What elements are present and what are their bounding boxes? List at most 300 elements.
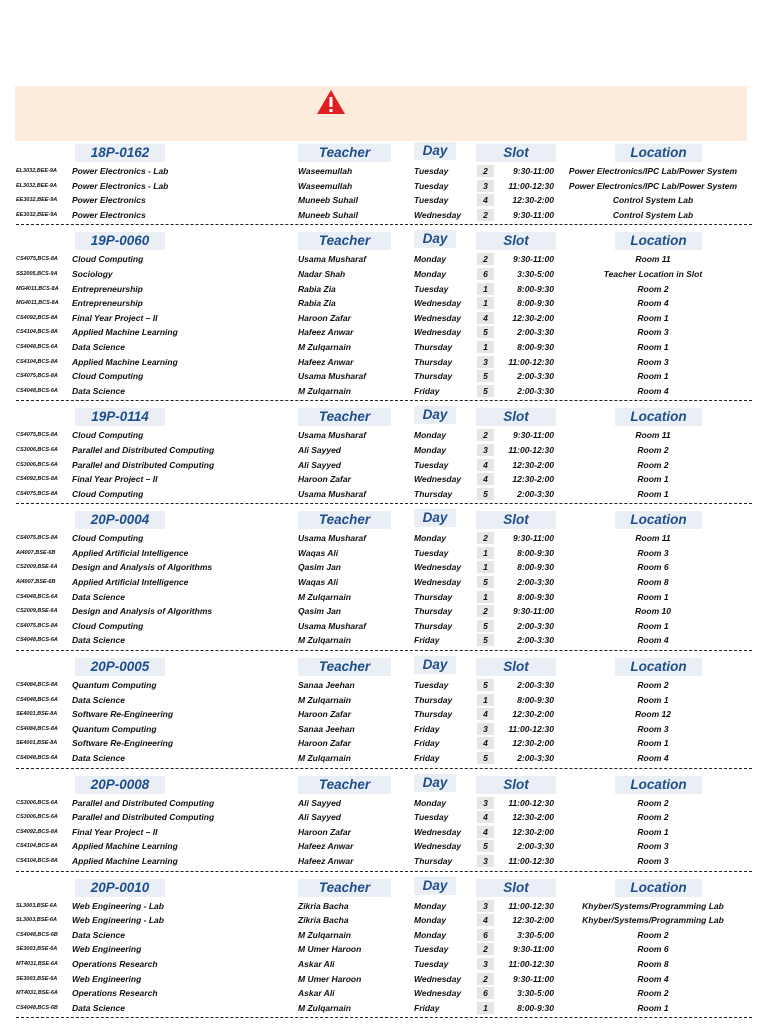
course-name: Applied Artificial Intelligence	[72, 547, 189, 558]
slot-number: 5	[477, 326, 494, 338]
day-header: Day	[414, 230, 456, 248]
slot-time: 12:30-2:00	[512, 195, 554, 206]
slot-time: 12:30-2:00	[512, 459, 554, 470]
slot-number: 4	[477, 826, 494, 838]
slot-number: 4	[477, 473, 494, 485]
table-row	[0, 810, 768, 825]
course-code: SL3003,BSE-6A	[16, 917, 57, 924]
course-name: Software Re-Engineering	[72, 709, 174, 720]
day-value: Thursday	[414, 341, 453, 352]
slot-time: 3:30-5:00	[517, 929, 554, 940]
slot-time: 12:30-2:00	[512, 915, 554, 926]
location-value: Khyber/Systems/Programming Lab	[582, 900, 724, 911]
course-name: Applied Machine Learning	[72, 855, 178, 866]
day-value: Monday	[414, 915, 447, 926]
slot-time: 9:30-11:00	[513, 606, 554, 617]
section-divider	[16, 1017, 752, 1018]
course-code: CS2009,BSE-6A	[16, 564, 58, 571]
location-value: Room 4	[637, 753, 669, 763]
location-value: Room 3	[637, 723, 669, 734]
course-code: CS3006,BCS-6A	[16, 446, 58, 453]
day-header: Day	[414, 142, 456, 160]
teacher-name: Hafeez Anwar	[298, 855, 354, 866]
day-value: Friday	[414, 1002, 440, 1013]
day-value: Thursday	[414, 855, 453, 866]
day-value: Wednesday	[414, 973, 462, 984]
teacher-name: M Zulqarnain	[298, 591, 351, 602]
location-value: Room 2	[637, 988, 669, 999]
slot-time: 12:30-2:00	[512, 812, 554, 823]
table-row	[0, 487, 768, 502]
slot-number: 4	[477, 811, 494, 823]
location-header: Location	[615, 144, 702, 162]
slot-number: 1	[477, 591, 494, 603]
location-value: Power Electronics/IPC Lab/Power System	[568, 166, 738, 176]
course-name: Final Year Project – II	[72, 312, 158, 323]
warning-icon	[316, 89, 346, 115]
slot-header: Slot	[476, 144, 556, 162]
teacher-name: Hafeez Anwar	[298, 841, 354, 852]
course-name: Design and Analysis of Algorithms	[72, 562, 213, 573]
section-header	[0, 656, 768, 678]
teacher-header: Teacher	[298, 144, 391, 162]
slot-time: 8:00-9:30	[517, 562, 554, 573]
table-row	[0, 311, 768, 326]
slot-time: 2:00-3:30	[517, 841, 554, 852]
course-code: SE3003,BSE-6A	[16, 975, 58, 982]
slot-number: 5	[477, 634, 494, 646]
course-code: EE3032,BEE-9A	[16, 197, 58, 204]
course-code: CS4084,BCS-8A	[16, 682, 58, 689]
location-value: Room 11	[635, 533, 671, 544]
student-section	[0, 774, 768, 872]
course-code: EE3032,BEE-9A	[16, 211, 58, 218]
course-name: Data Science	[72, 591, 125, 602]
location-value: Room 6	[637, 944, 669, 955]
slot-time: 9:30-11:00	[513, 533, 554, 544]
day-value: Thursday	[414, 606, 453, 617]
day-value: Thursday	[414, 620, 453, 631]
table-row	[0, 458, 768, 473]
course-code: AI4007,BSE-6B	[16, 579, 56, 586]
table-row	[0, 208, 768, 223]
location-value: Room 4	[637, 973, 669, 984]
location-value: Room 3	[637, 855, 669, 866]
slot-time: 11:00-12:30	[508, 797, 554, 808]
slot-number: 1	[477, 297, 494, 309]
table-row	[0, 355, 768, 370]
course-code: CS4048,BCS-6A	[16, 637, 58, 644]
location-value: Room 3	[637, 356, 669, 367]
day-value: Wednesday	[414, 312, 462, 323]
course-code: CS4048,BCS-6A	[16, 343, 58, 350]
slot-number: 1	[477, 694, 494, 706]
course-name: Entrepreneurship	[72, 283, 143, 294]
table-row	[0, 428, 768, 443]
slot-time: 11:00-12:30	[508, 444, 554, 455]
table-row	[0, 722, 768, 737]
course-name: Cloud Computing	[72, 254, 144, 265]
slot-number: 3	[477, 180, 494, 192]
teacher-name: Qasim Jan	[298, 606, 341, 617]
location-header: Location	[615, 232, 702, 250]
location-value: Room 6	[637, 562, 669, 573]
course-name: Cloud Computing	[72, 430, 144, 441]
slot-number: 2	[477, 165, 494, 177]
student-id: 19P-0114	[75, 408, 165, 426]
table-row	[0, 678, 768, 693]
course-name: Parallel and Distributed Computing	[72, 797, 215, 808]
slot-time: 8:00-9:30	[517, 283, 554, 294]
location-value: Room 3	[637, 841, 669, 852]
course-name: Data Science	[72, 341, 125, 352]
slot-time: 9:30-11:00	[513, 430, 554, 441]
teacher-name: Askar Ali	[298, 958, 335, 969]
course-code: MT4031,BSE-6A	[16, 960, 58, 967]
slot-number: 3	[477, 444, 494, 456]
day-value: Wednesday	[414, 298, 462, 309]
student-section	[0, 406, 768, 504]
slot-number: 3	[477, 900, 494, 912]
slot-number: 2	[477, 429, 494, 441]
teacher-name: M Umer Haroon	[298, 973, 362, 984]
teacher-name: Zikria Bacha	[298, 915, 349, 926]
teacher-name: Waseemullah	[298, 180, 353, 191]
slot-number: 3	[477, 958, 494, 970]
course-name: Applied Machine Learning	[72, 356, 178, 367]
course-name: Web Engineering	[72, 944, 142, 955]
teacher-name: Ali Sayyed	[298, 812, 341, 823]
table-row	[0, 267, 768, 282]
teacher-name: M Zulqarnain	[298, 635, 351, 646]
slot-time: 12:30-2:00	[512, 312, 554, 323]
student-id: 20P-0008	[75, 776, 165, 794]
course-code: CS4048,BCS-6A	[16, 593, 58, 600]
day-value: Friday	[414, 385, 440, 396]
course-code: SL3003,BSE-6A	[16, 902, 57, 909]
course-code: CS4048,BCS-6B	[16, 931, 58, 938]
table-row	[0, 340, 768, 355]
day-value: Tuesday	[414, 812, 449, 823]
location-value: Room 1	[637, 341, 669, 352]
day-value: Friday	[414, 635, 440, 646]
course-code: AI4007,BSE-6B	[16, 549, 56, 556]
table-row	[0, 590, 768, 605]
teacher-name: Rabia Zia	[298, 298, 336, 309]
day-value: Monday	[414, 533, 447, 544]
course-name: Web Engineering - Lab	[72, 900, 164, 911]
slot-number: 1	[477, 561, 494, 573]
slot-time: 11:00-12:30	[508, 855, 554, 866]
slot-number: 5	[477, 840, 494, 852]
day-value: Thursday	[414, 488, 453, 499]
slot-number: 2	[477, 253, 494, 265]
slot-time: 2:00-3:30	[517, 620, 554, 631]
location-value: Room 2	[637, 812, 669, 823]
location-header: Location	[615, 658, 702, 676]
course-name: Parallel and Distributed Computing	[72, 459, 215, 470]
course-name: Applied Machine Learning	[72, 841, 178, 852]
day-value: Friday	[414, 738, 440, 749]
location-value: Room 1	[637, 738, 669, 749]
section-header	[0, 877, 768, 899]
teacher-name: Zikria Bacha	[298, 900, 349, 911]
course-code: EL3032,BEE-9A	[16, 182, 57, 189]
course-name: Operations Research	[72, 958, 158, 969]
section-header	[0, 230, 768, 252]
course-code: CS4104,BCS-8A	[16, 843, 58, 850]
slot-number: 4	[477, 737, 494, 749]
day-header: Day	[414, 774, 456, 792]
slot-time: 8:00-9:30	[517, 547, 554, 558]
day-value: Monday	[414, 268, 447, 279]
course-code: CS3006,BCS-6A	[16, 814, 58, 821]
course-code: MT4031,BSE-6A	[16, 990, 58, 997]
teacher-name: Haroon Zafar	[298, 826, 351, 837]
course-name: Parallel and Distributed Computing	[72, 444, 215, 455]
table-row	[0, 560, 768, 575]
day-value: Tuesday	[414, 180, 449, 191]
course-code: CS4075,BCS-8A	[16, 622, 58, 629]
teacher-name: Askar Ali	[298, 988, 335, 999]
slot-time: 9:30-11:00	[513, 973, 554, 984]
slot-number: 6	[477, 987, 494, 999]
course-code: CS4104,BCS-8A	[16, 358, 58, 365]
teacher-name: Muneeb Suhail	[298, 209, 358, 220]
slot-number: 5	[477, 620, 494, 632]
teacher-name: Waqas Ali	[298, 547, 339, 558]
course-code: CS4075,BCS-8A	[16, 432, 58, 439]
section-divider	[16, 224, 752, 225]
course-code: CS4104,BCS-8A	[16, 857, 58, 864]
location-value: Room 2	[637, 459, 669, 470]
course-code: CS4084,BCS-8A	[16, 725, 58, 732]
location-value: Khyber/Systems/Programming Lab	[582, 915, 724, 926]
slot-number: 3	[477, 797, 494, 809]
slot-time: 12:30-2:00	[512, 826, 554, 837]
course-name: Cloud Computing	[72, 371, 144, 382]
slot-time: 9:30-11:00	[513, 209, 554, 220]
teacher-name: Ali Sayyed	[298, 459, 341, 470]
course-code: CS4092,BCS-8A	[16, 476, 58, 483]
table-row	[0, 619, 768, 634]
day-value: Tuesday	[414, 459, 449, 470]
teacher-name: M Zulqarnain	[298, 929, 351, 940]
day-value: Monday	[414, 254, 447, 265]
slot-number: 1	[477, 547, 494, 559]
location-value: Room 1	[637, 694, 669, 705]
slot-number: 5	[477, 370, 494, 382]
course-code: CS4048,BCS-6A	[16, 755, 58, 761]
section-header	[0, 406, 768, 428]
course-name: Operations Research	[72, 988, 158, 999]
section-divider	[16, 768, 752, 769]
slot-number: 5	[477, 488, 494, 500]
table-row	[0, 986, 768, 1001]
location-value: Room 8	[637, 958, 669, 969]
day-value: Monday	[414, 444, 447, 455]
table-row	[0, 839, 768, 854]
teacher-name: Nadar Shah	[298, 268, 346, 279]
course-name: Quantum Computing	[72, 680, 157, 691]
course-name: Cloud Computing	[72, 488, 144, 499]
teacher-header: Teacher	[298, 879, 391, 897]
table-row	[0, 736, 768, 751]
location-value: Room 3	[637, 327, 669, 338]
course-code: CS4075,BCS-8A	[16, 535, 58, 542]
course-name: Data Science	[72, 694, 125, 705]
course-code: EL3032,BEE-9A	[16, 168, 57, 174]
day-value: Wednesday	[414, 562, 462, 573]
table-row	[0, 957, 768, 972]
location-value: Room 2	[637, 797, 669, 808]
location-value: Room 1	[637, 826, 669, 837]
slot-number: 5	[477, 385, 494, 397]
teacher-name: Sanaa Jeehan	[298, 723, 355, 734]
slot-time: 2:00-3:30	[517, 385, 554, 396]
day-value: Monday	[414, 797, 447, 808]
course-code: CS4104,BCS-8A	[16, 329, 58, 336]
section-header	[0, 509, 768, 531]
slot-number: 3	[477, 723, 494, 735]
table-row	[0, 633, 768, 648]
slot-number: 6	[477, 929, 494, 941]
student-section	[0, 142, 768, 225]
location-value: Room 2	[637, 444, 669, 455]
slot-number: 2	[477, 209, 494, 221]
location-header: Location	[615, 879, 702, 897]
teacher-name: M Umer Haroon	[298, 944, 362, 955]
slot-time: 3:30-5:00	[517, 268, 554, 279]
teacher-name: Usama Musharaf	[298, 371, 367, 382]
table-row	[0, 1001, 768, 1016]
slot-header: Slot	[476, 232, 556, 250]
course-name: Data Science	[72, 753, 125, 763]
teacher-name: M Zulqarnain	[298, 341, 351, 352]
course-code: CS4075,BCS-8A	[16, 490, 58, 497]
teacher-name: Ali Sayyed	[298, 797, 341, 808]
slot-time: 2:00-3:30	[517, 753, 554, 763]
slot-number: 2	[477, 605, 494, 617]
course-code: SS2005,BCS-9A	[16, 270, 58, 277]
slot-time: 8:00-9:30	[517, 591, 554, 602]
location-header: Location	[615, 511, 702, 529]
table-row	[0, 575, 768, 590]
teacher-header: Teacher	[298, 232, 391, 250]
slot-time: 2:00-3:30	[517, 577, 554, 588]
slot-header: Slot	[476, 408, 556, 426]
table-row	[0, 531, 768, 546]
location-value: Room 12	[635, 709, 671, 720]
table-row	[0, 796, 768, 811]
day-value: Wednesday	[414, 209, 462, 220]
teacher-name: Hafeez Anwar	[298, 327, 354, 338]
teacher-name: Rabia Zia	[298, 283, 336, 294]
teacher-name: Haroon Zafar	[298, 738, 351, 749]
table-row	[0, 693, 768, 708]
teacher-name: Sanaa Jeehan	[298, 680, 355, 691]
day-value: Monday	[414, 430, 447, 441]
student-section	[0, 230, 768, 401]
day-header: Day	[414, 656, 456, 674]
location-value: Room 4	[637, 298, 669, 309]
table-row	[0, 972, 768, 987]
course-name: Entrepreneurship	[72, 298, 143, 309]
course-code: MG4011,BCS-8A	[16, 300, 59, 307]
location-value: Room 8	[637, 577, 669, 588]
location-value: Control System Lab	[612, 195, 694, 206]
slot-time: 11:00-12:30	[508, 356, 554, 367]
slot-number: 3	[477, 855, 494, 867]
table-row	[0, 751, 768, 766]
course-name: Data Science	[72, 635, 125, 646]
alert-banner	[15, 86, 747, 141]
table-row	[0, 384, 768, 399]
table-row	[0, 369, 768, 384]
course-code: CS4092,BCS-8A	[16, 828, 58, 835]
table-row	[0, 604, 768, 619]
location-value: Room 1	[637, 488, 669, 499]
day-header: Day	[414, 406, 456, 424]
table-row	[0, 443, 768, 458]
course-code: CS4048,BCS-6A	[16, 387, 58, 394]
course-name: Software Re-Engineering	[72, 738, 174, 749]
section-divider	[16, 871, 752, 872]
section-divider	[16, 503, 752, 504]
slot-time: 8:00-9:30	[517, 694, 554, 705]
day-value: Wednesday	[414, 826, 462, 837]
section-divider	[16, 400, 752, 401]
teacher-name: M Zulqarnain	[298, 753, 351, 763]
location-value: Room 1	[637, 474, 669, 485]
course-name: Power Electronics	[72, 195, 146, 206]
course-code: SE4001,BSE-8A	[16, 711, 58, 718]
table-row	[0, 546, 768, 561]
location-value: Room 1	[637, 591, 669, 602]
course-code: CS3006,BCS-6A	[16, 799, 58, 806]
course-name: Applied Machine Learning	[72, 327, 178, 338]
table-row	[0, 942, 768, 957]
course-name: Cloud Computing	[72, 533, 144, 544]
student-id: 20P-0005	[75, 658, 165, 676]
slot-number: 1	[477, 283, 494, 295]
slot-time: 9:30-11:00	[513, 254, 554, 265]
teacher-name: M Zulqarnain	[298, 694, 351, 705]
location-value: Room 1	[637, 371, 669, 382]
teacher-header: Teacher	[298, 511, 391, 529]
slot-time: 9:30-11:00	[513, 166, 554, 176]
table-row	[0, 899, 768, 914]
day-value: Thursday	[414, 591, 453, 602]
teacher-name: Ali Sayyed	[298, 444, 341, 455]
location-value: Room 3	[637, 547, 669, 558]
slot-time: 11:00-12:30	[508, 723, 554, 734]
course-name: Data Science	[72, 1002, 125, 1013]
location-value: Room 4	[637, 635, 669, 646]
slot-header: Slot	[476, 776, 556, 794]
student-id: 19P-0060	[75, 232, 165, 250]
teacher-name: Haroon Zafar	[298, 709, 351, 720]
slot-number: 4	[477, 708, 494, 720]
slot-number: 3	[477, 356, 494, 368]
slot-number: 6	[477, 268, 494, 280]
teacher-name: M Zulqarnain	[298, 1002, 351, 1013]
teacher-name: Muneeb Suhail	[298, 195, 358, 206]
slot-number: 1	[477, 341, 494, 353]
day-value: Wednesday	[414, 988, 462, 999]
location-value: Room 11	[635, 254, 671, 265]
table-row	[0, 179, 768, 194]
